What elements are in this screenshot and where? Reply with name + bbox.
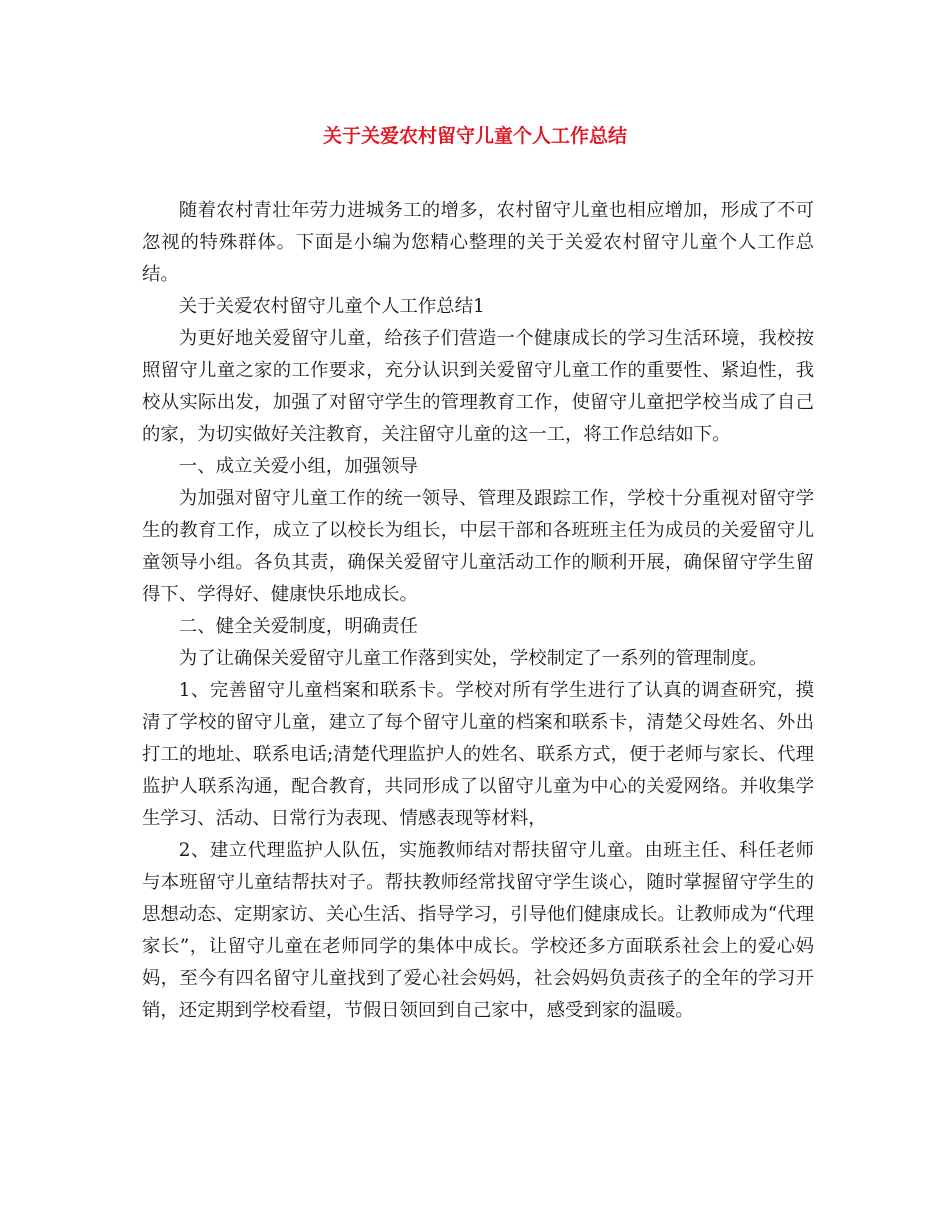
document-body — [142, 195, 814, 1027]
intro-paragraph: 随着农村青壮年劳力进城务工的增多，农村留守儿童也相应增加，形成了不可忽视的特殊群体。下面是小编为您精心整理的关于关爱农村留守儿童个人工作总结。 — [142, 200, 814, 285]
section-heading-1: 关于关爱农村留守儿童个人工作总结1 — [178, 296, 485, 317]
subsection-heading-2: 二、健全关爱制度，明确责任 — [178, 616, 418, 637]
body-paragraph: 为了让确保关爱留守儿童工作落到实处，学校制定了一系列的管理制度。 — [178, 648, 768, 669]
body-paragraph: 为更好地关爱留守儿童，给孩子们营造一个健康成长的学习生活环境，我校按照留守儿童之家的工作要求，充分认识到关爱留守儿童工作的重要性、紧迫性，我校从实际出发，加强了对留守学生的管理教育工作，使留守儿童把学校当成了自己的家，为切实做好关注教育，关注留守儿童的这一工，将工作总结如下。 — [142, 328, 814, 445]
document-title: 关于关爱农村留守儿童个人工作总结 — [322, 125, 627, 147]
list-item-2: 2、建立代理监护人队伍，实施教师结对帮扶留守儿童。由班主任、科任老师与本班留守儿童结帮扶对子。帮扶教师经常找留守学生谈心，随时掌握留守学生的思想动态、定期家访、关心生活、指导学习，引导他们健康成长。让教师成为“代理家长”，让留守儿童在老师同学的集体中成长。学校还多方面联系社会上的爱心妈妈，至今有四名留守儿童找到了爱心社会妈妈，社会妈妈负责孩子的全年的学习开销，还定期到学校看望，节假日领回到自己家中，感受到家的温暖。 — [142, 840, 814, 1021]
body-paragraph: 为加强对留守儿童工作的统一领导、管理及跟踪工作，学校十分重视对留守学生的教育工作，成立了以校长为组长，中层干部和各班班主任为成员的关爱留守儿童领导小组。各负其责，确保关爱留守儿童活动工作的顺利开展，确保留守学生留得下、学得好、健康快乐地成长。 — [142, 488, 814, 605]
list-item-1: 1、完善留守儿童档案和联系卡。学校对所有学生进行了认真的调查研究，摸清了学校的留守儿童，建立了每个留守儿童的档案和联系卡，清楚父母姓名、外出打工的地址、联系电话;清楚代理监护人的姓名、联系方式，便于老师与家长、代理监护人联系沟通，配合教育，共同形成了以留守儿童为中心的关爱网络。并收集学生学习、活动、日常行为表现、情感表现等材料， — [142, 680, 814, 829]
subsection-heading-1: 一、成立关爱小组，加强领导 — [178, 456, 418, 477]
